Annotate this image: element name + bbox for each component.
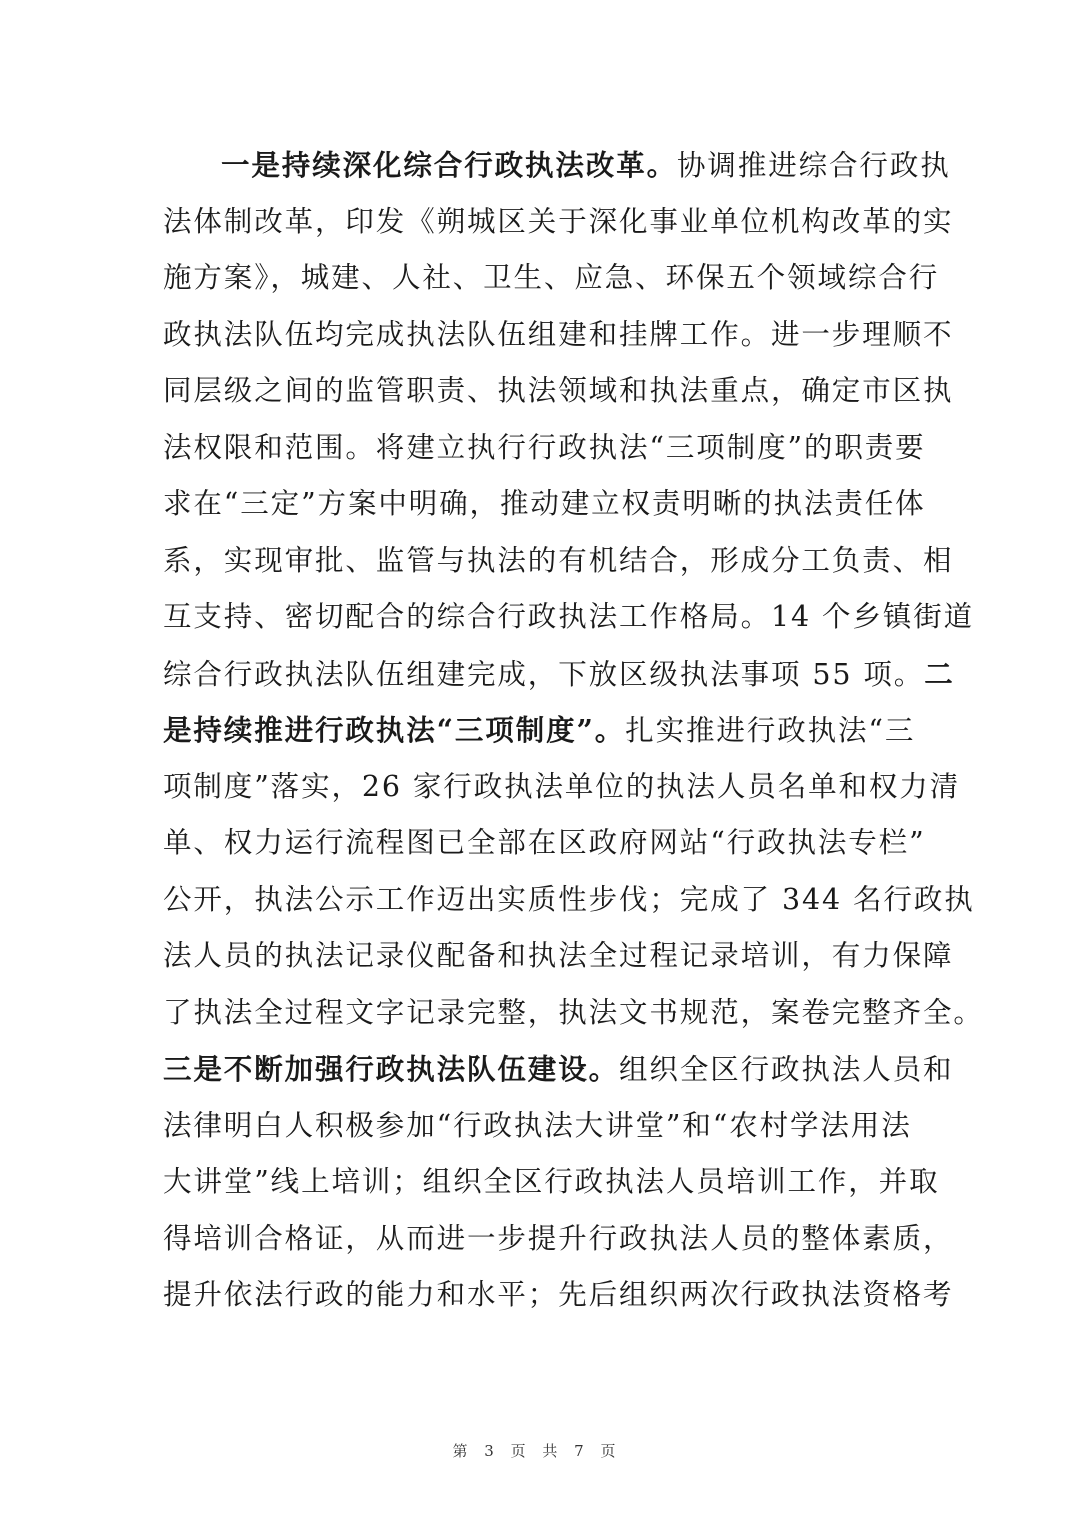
text-line xyxy=(163,194,954,251)
text-line xyxy=(163,589,975,646)
text-line xyxy=(163,815,926,872)
text-segment: 同层级之间的监管职责、执法领域和执法重点，确定市区执 xyxy=(163,374,954,407)
text-segment: 了执法全过程文字记录完整，执法文书规范，案卷完整齐全。 xyxy=(163,995,984,1029)
bold-heading-segment: 二 xyxy=(924,656,955,691)
text-line xyxy=(163,476,926,533)
bold-heading-segment: 一是持续深化综合行政执法改革。 xyxy=(221,148,678,182)
text-segment: 项制度”落实，26 家行政执法单位的执法人员名单和权力清 xyxy=(163,769,961,803)
text-segment: 法体制改革，印发《朔城区关于深化事业单位机构改革的实 xyxy=(163,204,954,238)
text-segment: 公开，执法公示工作迈出实质性步伐；完成了 344 名行政执 xyxy=(163,882,975,916)
text-line xyxy=(163,759,961,816)
text-line xyxy=(163,872,975,929)
text-segment: 互支持、密切配合的综合行政执法工作格局。14 个乡镇街道 xyxy=(163,600,975,633)
text-segment: 提升依法行政的能力和水平；先后组织两次行政执法资格考 xyxy=(163,1278,954,1311)
text-line xyxy=(163,1154,940,1211)
text-line xyxy=(163,702,923,759)
text-line xyxy=(163,1041,954,1098)
text-line xyxy=(163,1211,954,1268)
document-body xyxy=(163,137,984,1324)
text-segment: 大讲堂”线上培训；组织全区行政执法人员培训工作，并取 xyxy=(163,1165,940,1198)
text-line xyxy=(163,420,926,477)
text-line xyxy=(163,1098,923,1155)
page-number: 第 3 页 共 7 页 xyxy=(452,1442,622,1460)
text-line xyxy=(163,363,954,420)
text-segment: 得培训合格证，从而进一步提升行政执法人员的整体素质， xyxy=(163,1221,954,1255)
text-segment: 法律明白人积极参加“行政执法大讲堂”和“农村学法用法 xyxy=(163,1108,912,1142)
text-segment: 政执法队伍均完成执法队伍组建和挂牌工作。进一步理顺不 xyxy=(163,317,954,351)
text-segment: 扎实推进行政执法“三 xyxy=(625,714,916,747)
text-segment: 组织全区行政执法人员和 xyxy=(619,1053,954,1086)
text-line xyxy=(163,307,954,364)
text-line xyxy=(163,533,954,590)
text-line xyxy=(163,985,984,1042)
text-line xyxy=(163,137,951,194)
text-line xyxy=(163,646,955,703)
bold-heading-segment: 是持续推进行政执法“三项制度”。 xyxy=(163,713,626,747)
text-segment: 施方案》，城建、人社、卫生、应急、环保五个领域综合行 xyxy=(163,261,940,294)
text-segment: 协调推进综合行政执 xyxy=(677,149,951,182)
text-line xyxy=(163,928,954,985)
text-segment: 法人员的执法记录仪配备和执法全过程记录培训，有力保障 xyxy=(163,939,954,972)
text-line xyxy=(163,1267,954,1324)
text-segment: 法权限和范围。将建立执行行政执法“三项制度”的职责要 xyxy=(163,430,926,464)
bold-heading-segment: 三是不断加强行政执法队伍建设。 xyxy=(163,1052,620,1086)
text-segment: 单、权力运行流程图已全部在区政府网站“行政执法专栏” xyxy=(163,826,926,859)
text-segment: 系，实现审批、监管与执法的有机结合，形成分工负责、相 xyxy=(163,543,954,577)
text-segment: 求在“三定”方案中明确，推动建立权责明晰的执法责任体 xyxy=(163,487,926,520)
text-segment: 综合行政执法队伍组建完成，下放区级执法事项 55 项。 xyxy=(163,657,925,691)
text-line xyxy=(163,250,940,307)
